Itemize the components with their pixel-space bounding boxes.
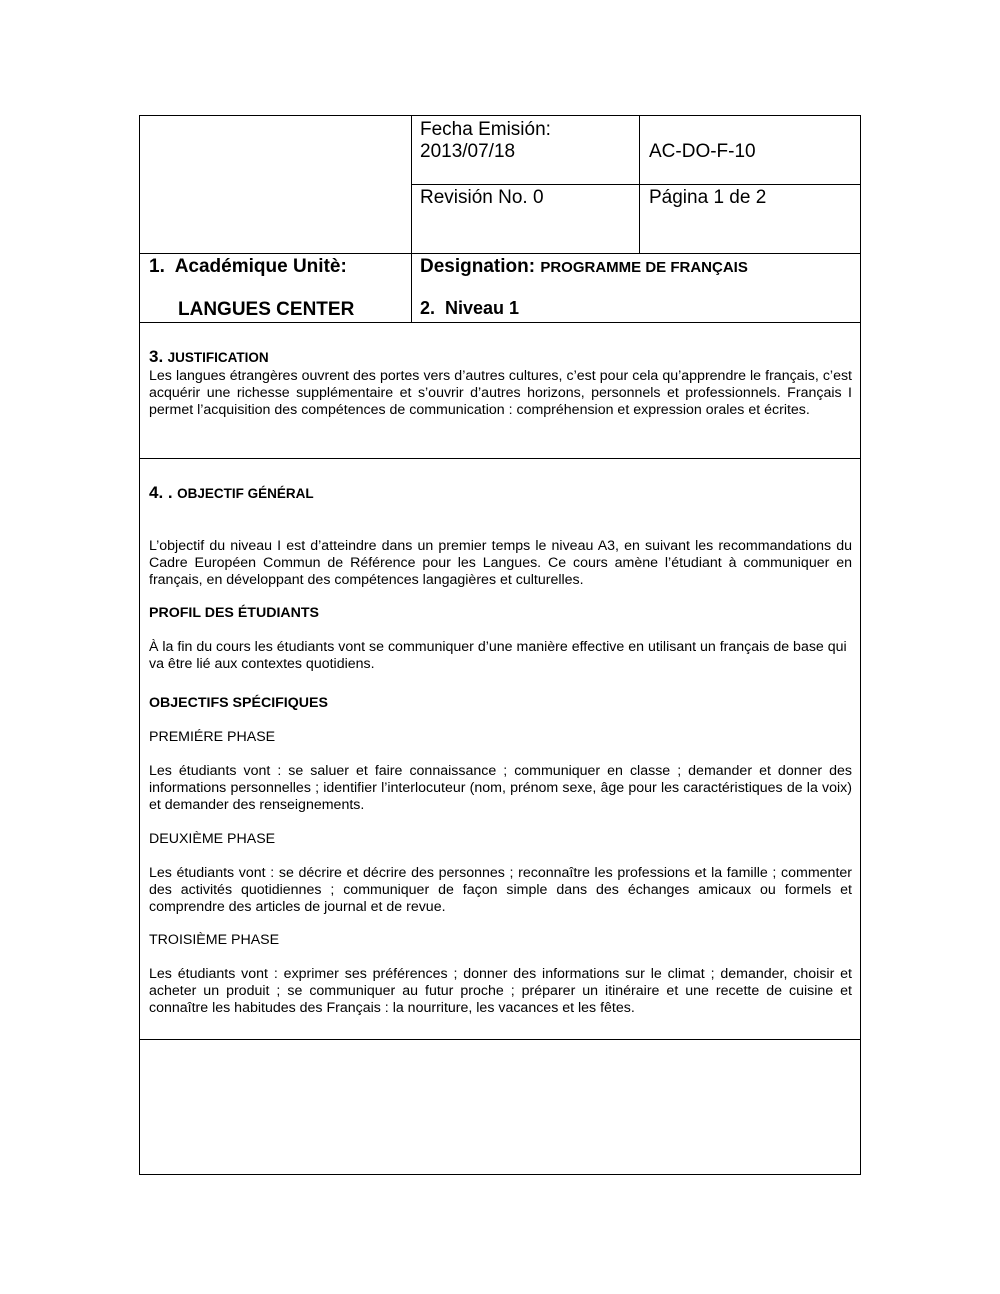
langues-center-name: LANGUES CENTER xyxy=(178,299,355,320)
phase2-text: Les étudiants vont : se décrire et décrire des personnes ; reconnaître les professions et la famille ; commenter des activités quotidiennes ; communiquer de façon simple dans des échanges amicaux ou formels et comprendre des articles de journal et de revue. xyxy=(149,865,852,915)
unit-row-bottom-line xyxy=(140,322,860,323)
objectif-title: OBJECTIF GÉNÉRAL xyxy=(177,486,314,501)
phase1-text: Les étudiants vont : se saluer et faire connaissance ; communiquer en classe ; demander et donner des informations personnelles ; identifier l’interlocuteur (nom, prénom sexe, âge pour les caractéristiques de la voix) et demander des renseignements. xyxy=(149,763,852,813)
revision-number: Revisión No. 0 xyxy=(420,187,544,208)
header-divider-left xyxy=(411,116,412,322)
fecha-label: Fecha Emisión: xyxy=(420,119,551,140)
profil-text: À la fin du cours les étudiants vont se communiquer d’une manière effective en utilisant un français de base qui va être lié aux contextes quotidiens. xyxy=(149,639,847,672)
objectif-heading xyxy=(149,483,314,503)
document-form xyxy=(139,115,861,1175)
profil-title: PROFIL DES ÉTUDIANTS xyxy=(149,605,320,621)
objectif-number: 4. . xyxy=(149,483,173,502)
phase1-title: PREMIÉRE PHASE xyxy=(149,729,276,745)
phase3-text: Les étudiants vont : exprimer ses préférences ; donner des informations sur le climat ; demander, choisir et acheter un produit ; se communiquer au futur proche ; préparer un itinéraire et une recette de cuisine et connaître les habitudes des Français : la nourriture, les vacances et les fêtes. xyxy=(149,966,852,1016)
phase2-title: DEUXIÈME PHASE xyxy=(149,831,276,847)
specifiques-title: OBJECTIFS SPÉCIFIQUES xyxy=(149,695,328,711)
designation-label: Designation: xyxy=(420,256,541,277)
designation-value: PROGRAMME DE FRANÇAIS xyxy=(540,259,748,276)
academic-unit-label: 1. Académique Unitè: xyxy=(149,256,347,277)
justification-bottom-line xyxy=(140,458,860,459)
fecha-value: 2013/07/18 xyxy=(420,141,516,162)
designation xyxy=(420,256,748,278)
justification-number: 3. xyxy=(149,347,164,366)
page-number: Página 1 de 2 xyxy=(649,187,767,208)
niveau-label: 2. Niveau 1 xyxy=(420,298,520,318)
justification-text: Les langues étrangères ouvrent des portes vers d’autres cultures, c’est pour cela qu’apprendre le français, c’est acquérir une richesse supplémentaire et s’ouvrir d’autres horizons, personnels et professionnels. Français I permet l’acquisition des compétences de communication : compréhension et expression orales et écrites. xyxy=(149,368,852,418)
document-code: AC-DO-F-10 xyxy=(649,141,756,162)
objectif-text: L’objectif du niveau I est d’atteindre dans un premier temps le niveau A3, en suivant les recommandations du Cadre Européen Commun de Référence pour les Langues. Ce cours amène l’étudiant à communiquer en français, en développant des compétences langagières et culturelles. xyxy=(149,538,852,588)
justification-heading xyxy=(149,347,269,367)
justification-title: JUSTIFICATION xyxy=(167,350,269,365)
phase3-title: TROISIÈME PHASE xyxy=(149,932,280,948)
fecha-emision-cell xyxy=(420,119,551,163)
empty-bottom-section xyxy=(140,1040,860,1174)
header-bottom-line xyxy=(140,253,860,254)
header-mid-line xyxy=(411,184,860,185)
